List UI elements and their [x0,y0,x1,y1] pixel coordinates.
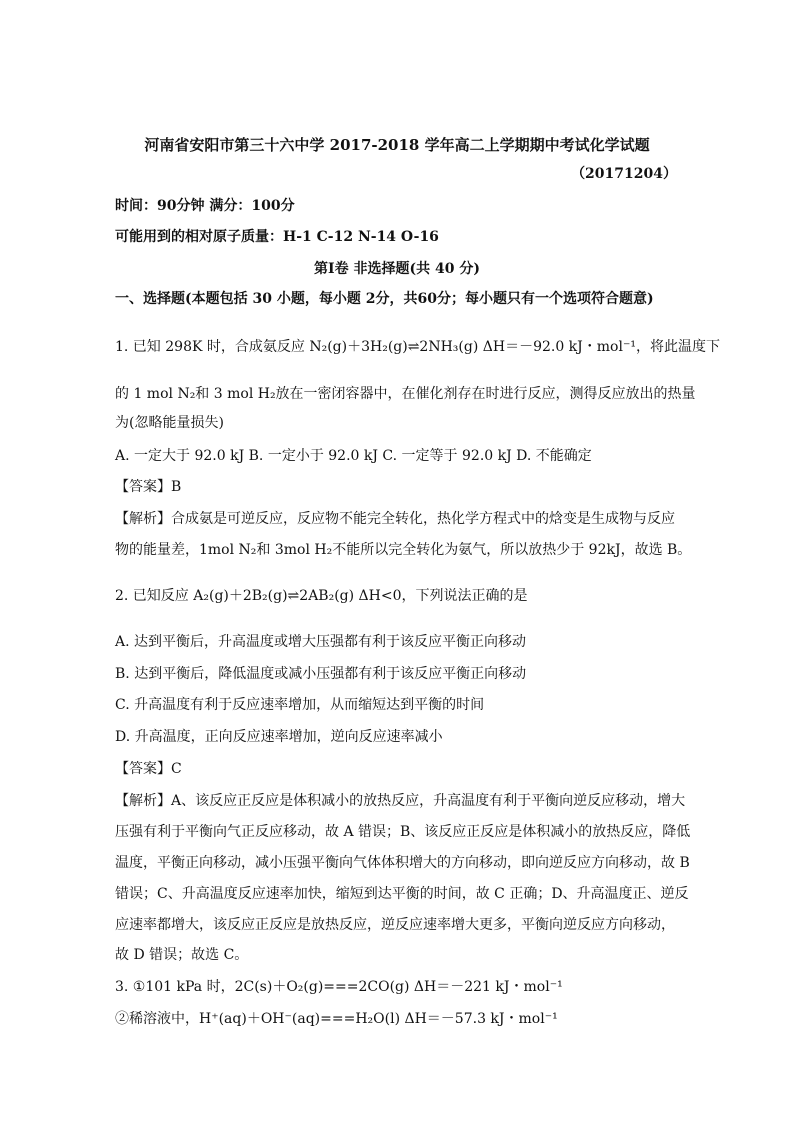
q2-analysis-line-6: 故 D 错误；故选 C。 [115,947,249,963]
q2-analysis-line-5: 应速率都增大，该反应正反应是放热反应，逆反应速率增大更多，平衡向逆反应方向移动， [115,917,675,933]
document-date: （20171204） [571,166,677,182]
q1-options: A. 一定大于 92.0 kJ B. 一定小于 92.0 kJ C. 一定等于 92.0 kJ D. 不能确定 [115,448,592,464]
q2-answer: 【答案】C [115,761,182,777]
q2-option-c: C. 升高温度有利于反应速率增加，从而缩短达到平衡的时间 [115,697,485,713]
section-title: 一、选择题(本题包括 30 小题，每小题 2分，共60分；每小题只有一个选项符合题意) [115,291,654,307]
q2-stem: 2. 已知反应 A₂(g)＋2B₂(g)⇌2AB₂(g) ΔH<0，下列说法正确的是 [115,588,528,604]
q2-analysis-line-2: 压强有利于平衡向气正反应移动，故 A 错误；B、该反应正反应是体积减小的放热反应，降低 [115,824,691,840]
exam-time-score: 时间：90分钟 满分：100分 [115,198,295,214]
q1-analysis-line-2: 物的能量差，1mol N₂和 3mol H₂不能所以完全转化为氨气，所以放热少于 92kJ，故选 B。 [115,542,692,558]
q2-analysis-line-1: 【解析】A、该反应正反应是体积减小的放热反应，升高温度有利于平衡向逆反应移动，增大 [115,793,686,809]
q1-answer: 【答案】B [115,479,182,495]
q1-analysis-line-1: 【解析】合成氨是可逆反应，反应物不能完全转化，热化学方程式中的焓变是生成物与反应 [115,511,675,527]
q1-stem-line-3: 为(忽略能量损失) [115,415,224,431]
q3-line-1: 3. ①101 kPa 时，2C(s)＋O₂(g)===2CO(g) ΔH＝－221 kJ・mol⁻¹ [115,979,563,995]
volume-title: 第Ⅰ卷 非选择题(共 40 分) [314,261,480,277]
q3-line-2: ②稀溶液中，H⁺(aq)＋OH⁻(aq)===H₂O(l) ΔH＝－57.3 kJ・mol⁻¹ [115,1011,558,1027]
q2-option-b: B. 达到平衡后，降低温度或减小压强都有利于该反应平衡正向移动 [115,666,527,682]
q2-analysis-line-3: 温度，平衡正向移动，减小压强平衡向气体体积增大的方向移动，即向逆反应方向移动，故 B [115,855,690,871]
q2-analysis-line-4: 错误；C、升高温度反应速率加快，缩短到达平衡的时间，故 C 正确；D、升高温度正、逆反 [115,886,689,902]
q1-stem-line-1: 1. 已知 298K 时，合成氨反应 N₂(g)＋3H₂(g)⇌2NH₃(g) ΔH＝－92.0 kJ・mol⁻¹，将此温度下 [115,339,720,355]
q1-stem-line-2: 的 1 mol N₂和 3 mol H₂放在一密闭容器中，在催化剂存在时进行反应，测得反应放出的热量 [115,386,696,402]
atomic-masses: 可能用到的相对原子质量：H-1 C-12 N-14 O-16 [115,229,439,245]
q2-option-d: D. 升高温度，正向反应速率增加，逆向反应速率减小 [115,729,443,745]
document-title: 河南省安阳市第三十六中学 2017-2018 学年高二上学期期中考试化学试题 [144,136,650,154]
q2-option-a: A. 达到平衡后，升高温度或增大压强都有利于该反应平衡正向移动 [115,634,527,650]
